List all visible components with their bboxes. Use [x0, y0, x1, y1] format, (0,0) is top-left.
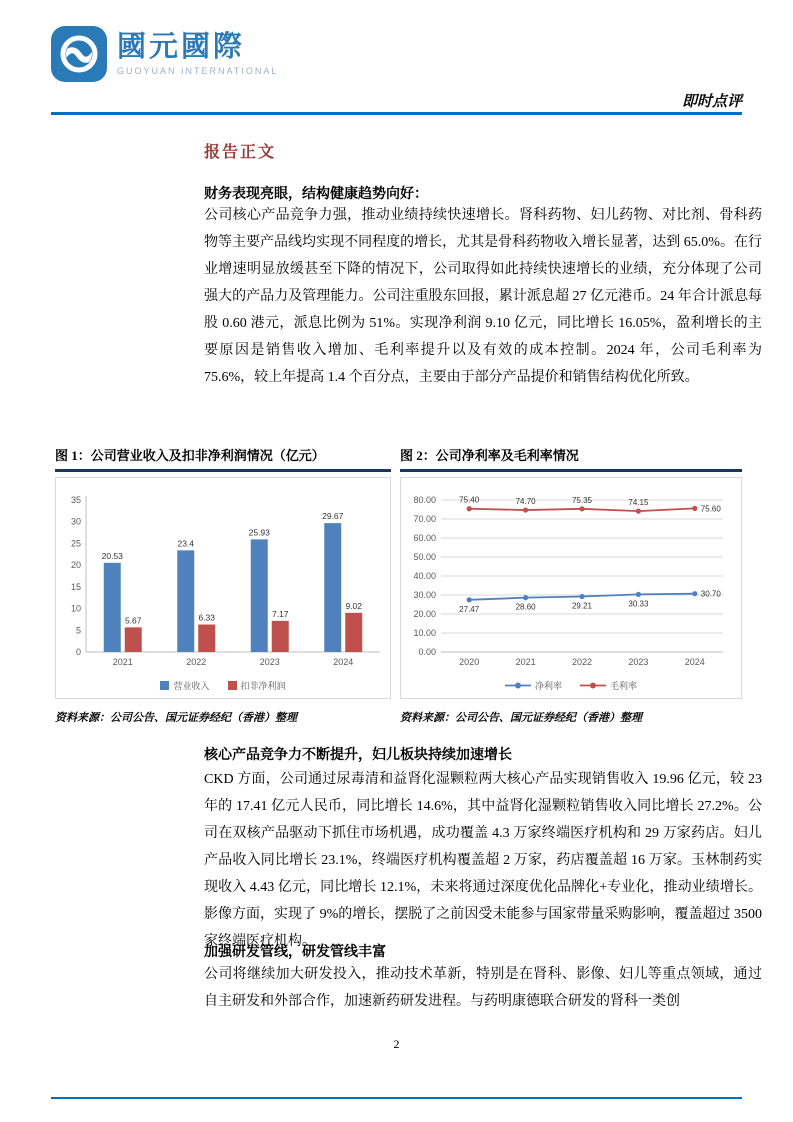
- figure2-title: 图 2：公司净利率及毛利率情况: [400, 445, 742, 472]
- svg-text:0: 0: [75, 647, 81, 657]
- heading-financials: 财务表现亮眼，结构健康趋势向好：: [204, 187, 428, 202]
- svg-text:60.00: 60.00: [413, 533, 436, 543]
- svg-text:20.00: 20.00: [413, 609, 436, 619]
- header-divider: [51, 112, 742, 115]
- legend-item: [228, 679, 286, 692]
- svg-text:80.00: 80.00: [413, 495, 436, 505]
- svg-text:20.53: 20.53: [101, 550, 123, 561]
- svg-text:74.70: 74.70: [515, 497, 536, 507]
- svg-text:5.67: 5.67: [124, 615, 142, 626]
- legend-label: 净利率: [534, 681, 562, 691]
- heading-rd-pipeline: 加强研发管线，研发管线丰富: [204, 945, 386, 960]
- legend-line-icon: [580, 681, 606, 690]
- company-logo: [51, 26, 742, 82]
- legend-line-icon: [505, 681, 531, 690]
- legend-swatch-icon: [228, 681, 237, 690]
- svg-text:30: 30: [70, 516, 81, 527]
- svg-text:5: 5: [75, 625, 81, 636]
- svg-text:25: 25: [70, 538, 81, 549]
- svg-text:2020: 2020: [459, 657, 480, 667]
- section-title: 报告正文: [204, 144, 277, 161]
- chart-svg: [401, 484, 741, 672]
- svg-text:50.00: 50.00: [413, 552, 436, 562]
- svg-text:35: 35: [70, 495, 81, 505]
- svg-text:27.47: 27.47: [459, 604, 480, 614]
- svg-text:2022: 2022: [571, 657, 593, 667]
- legend-label: 营业收入: [173, 681, 210, 691]
- svg-text:30.33: 30.33: [628, 599, 649, 609]
- figure-2: [400, 445, 742, 725]
- page-header: [51, 26, 742, 110]
- figure-1: [55, 445, 391, 725]
- svg-text:2021: 2021: [515, 657, 536, 667]
- doc-type-label: 即时点评: [681, 94, 742, 110]
- svg-text:6.33: 6.33: [198, 612, 216, 623]
- legend-item: [580, 679, 637, 692]
- legend-label: 扣非净利润: [240, 681, 286, 691]
- svg-text:30.00: 30.00: [413, 590, 436, 600]
- figure1-source: 资料来源：公司公告、国元证券经纪（香港）整理: [55, 712, 297, 724]
- svg-text:10.00: 10.00: [413, 628, 436, 638]
- svg-text:2023: 2023: [259, 657, 280, 667]
- svg-text:10: 10: [70, 603, 81, 614]
- page-number: 2: [393, 1037, 400, 1051]
- chart-legend: [56, 679, 390, 692]
- paragraph-core-products: CKD 方面，公司通过尿毒清和益肾化湿颗粒两大核心产品实现销售收入 19.96 亿元，较 23 年的 17.41 亿元人民币，同比增长 14.6%，其中益肾化湿颗粒销售收入同比增长 27.2%。公司在双核产品驱动下抓住市场机遇，成功覆盖 4.3 万家终端医疗机构和 29 万家药店。妇儿产品收入同比增长 23.1%，终端医疗机构覆盖超 2 万家，药店覆盖超 16 万家。玉林制药实现收入 4.43 亿元，同比增长 12.1%，未来将通过深度优化品牌化+专业化，推动业绩增长。影像方面，实现了 9%的增长，摆脱了之前因受未能参与国家带量采购影响，覆盖超过 3500 家终端医疗机构。: [204, 772, 762, 949]
- svg-text:2023: 2023: [628, 657, 649, 667]
- chart-legend: [401, 679, 741, 692]
- svg-text:75.35: 75.35: [571, 495, 593, 505]
- svg-text:2022: 2022: [186, 657, 207, 667]
- guoyuan-logo-icon: [51, 26, 107, 82]
- svg-text:2024: 2024: [333, 657, 354, 667]
- logo-text: [117, 32, 278, 75]
- svg-text:75.60: 75.60: [700, 504, 721, 514]
- svg-text:29.67: 29.67: [322, 511, 344, 522]
- legend-label: 毛利率: [610, 681, 638, 691]
- svg-text:28.60: 28.60: [515, 602, 536, 612]
- legend-item: [505, 679, 562, 692]
- svg-text:2021: 2021: [112, 657, 133, 667]
- figure1-title: 图 1：公司营业收入及扣非净利润情况（亿元）: [55, 445, 391, 472]
- paragraph-rd-pipeline: 公司将继续加大研发投入，推动技术革新，特别是在肾科、影像、妇儿等重点领域，通过自主研发和外部合作，加速新药研发进程。与药明康德联合研发的肾科一类创: [204, 967, 762, 1009]
- svg-text:15: 15: [70, 581, 81, 592]
- svg-text:25.93: 25.93: [248, 527, 270, 538]
- chart-svg: [56, 484, 390, 672]
- svg-text:74.15: 74.15: [628, 498, 649, 508]
- paragraph-financials: 公司核心产品竞争力强，推动业绩持续快速增长。肾科药物、妇儿药物、对比剂、骨科药物等主要产品线均实现不同程度的增长，尤其是骨科药物收入增长显著，达到 65.0%。在行业增速明显放缓甚至下降的情况下，公司取得如此持续快速增长的业绩，充分体现了公司强大的产品力及管理能力。公司注重股东回报，累计派息超 27 亿元港币。24 年合计派息每股 0.60 港元，派息比例为 51%。实现净利润 9.10 亿元，同比增长 16.05%，盈利增长的主要原因是销售收入增加、毛利率提升以及有效的成本控制。2024 年，公司毛利率为 75.6%，较上年提高 1.4 个百分点，主要由于部分产品提价和销售结构优化所致。: [204, 208, 762, 385]
- svg-text:2024: 2024: [684, 657, 705, 667]
- figure1-chart: [55, 477, 391, 699]
- figure2-source: 资料来源：公司公告、国元证券经纪（香港）整理: [400, 712, 642, 724]
- svg-text:40.00: 40.00: [413, 571, 436, 581]
- logo-name-cn: 國元國際: [117, 31, 246, 64]
- svg-text:9.02: 9.02: [345, 600, 363, 611]
- legend-item: [160, 679, 209, 692]
- svg-text:20: 20: [70, 560, 81, 571]
- footer-divider: [51, 1097, 742, 1099]
- logo-name-en: GUOYUAN INTERNATIONAL: [117, 65, 279, 76]
- legend-swatch-icon: [160, 681, 169, 690]
- svg-text:29.21: 29.21: [571, 601, 593, 611]
- svg-text:0.00: 0.00: [418, 647, 436, 657]
- svg-text:30.70: 30.70: [700, 589, 721, 599]
- svg-text:70.00: 70.00: [413, 514, 436, 524]
- svg-text:7.17: 7.17: [271, 608, 289, 619]
- heading-core-products: 核心产品竞争力不断提升，妇儿板块持续加速增长: [204, 748, 512, 763]
- svg-text:23.4: 23.4: [177, 538, 195, 549]
- figure2-chart: [400, 477, 742, 699]
- svg-text:75.40: 75.40: [459, 495, 480, 505]
